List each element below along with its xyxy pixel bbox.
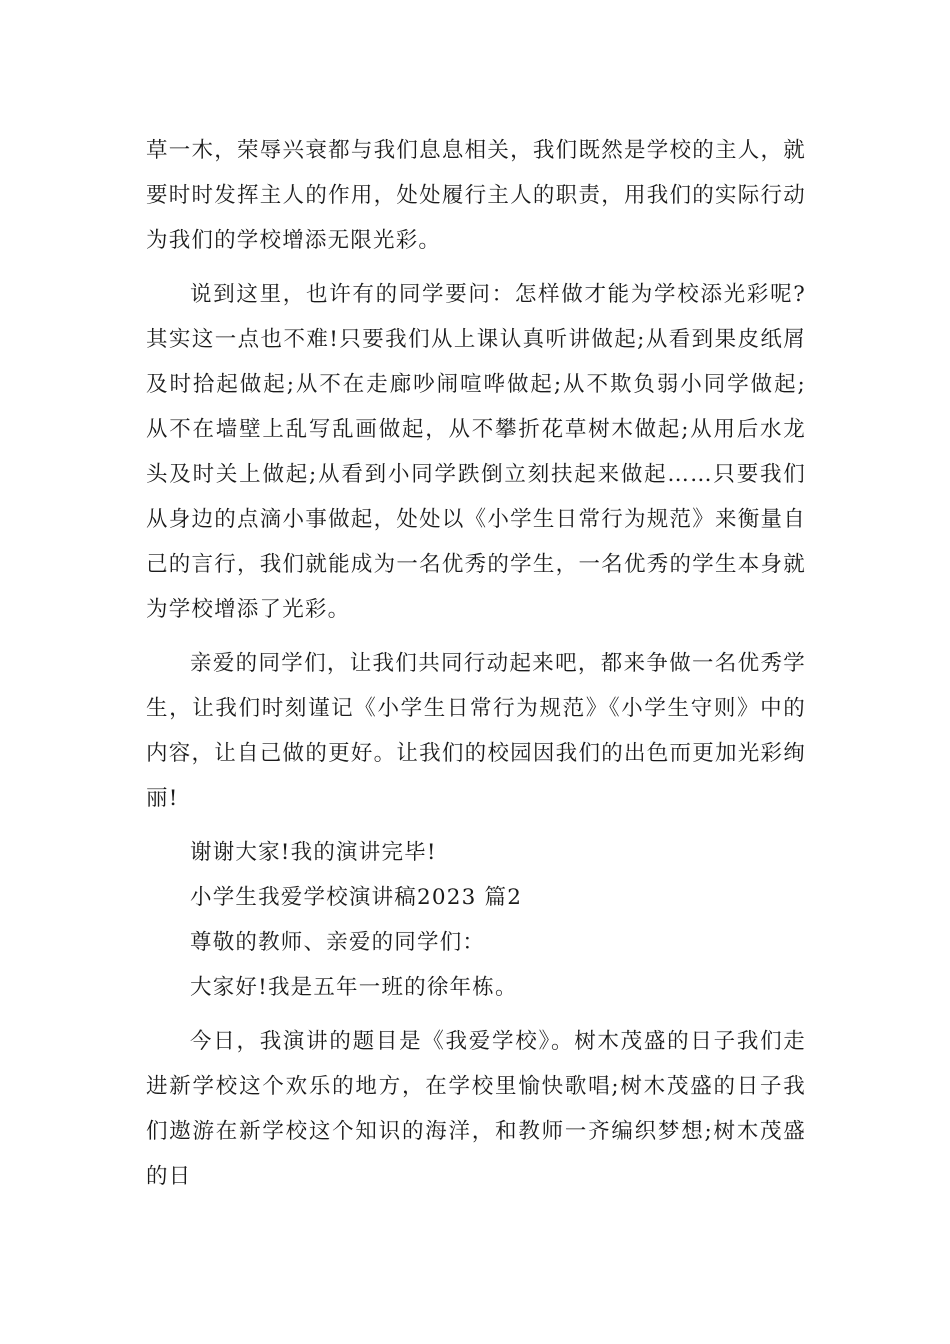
paragraph-1: 草一木，荣辱兴衰都与我们息息相关，我们既然是学校的主人，就要时时发挥主人的作用，处处履行主人的职责，用我们的实际行动为我们的学校增添无限光彩。 <box>146 138 806 253</box>
closing-line: 谢谢大家!我的演讲完毕! <box>190 840 437 865</box>
document-body <box>146 128 806 1199</box>
paragraph-2: 说到这里，也许有的同学要问：怎样做才能为学校添光彩呢?其实这一点也不难!只要我们从上课认真听讲做起;从看到果皮纸屑及时拾起做起;从不在走廊吵闹喧哗做起;从不欺负弱小同学做起;从不在墙壁上乱写乱画做起，从不攀折花草树木做起;从用后水龙头及时关上做起;从看到小同学跌倒立刻扶起来做起……只要我们从身边的点滴小事做起，处处以《小学生日常行为规范》来衡量自己的言行，我们就能成为一名优秀的学生，一名优秀的学生本身就为学校增添了光彩。 <box>146 282 806 622</box>
paragraph-4: 今日，我演讲的题目是《我爱学校》。树木茂盛的日子我们走进新学校这个欢乐的地方，在学校里愉快歌唱;树木茂盛的日子我们遨游在新学校这个知识的海洋，和教师一齐编织梦想;树木茂盛的日 <box>146 1029 806 1189</box>
section-heading: 小学生我爱学校演讲稿2023 篇2 <box>190 885 523 910</box>
greeting: 大家好!我是五年一班的徐年栋。 <box>190 975 518 1000</box>
salutation: 尊敬的教师、亲爱的同学们： <box>190 930 486 955</box>
paragraph-3: 亲爱的同学们，让我们共同行动起来吧，都来争做一名优秀学生，让我们时刻谨记《小学生日常行为规范》《小学生守则》中的内容，让自己做的更好。让我们的校园因我们的出色而更加光彩绚丽! <box>146 651 806 811</box>
